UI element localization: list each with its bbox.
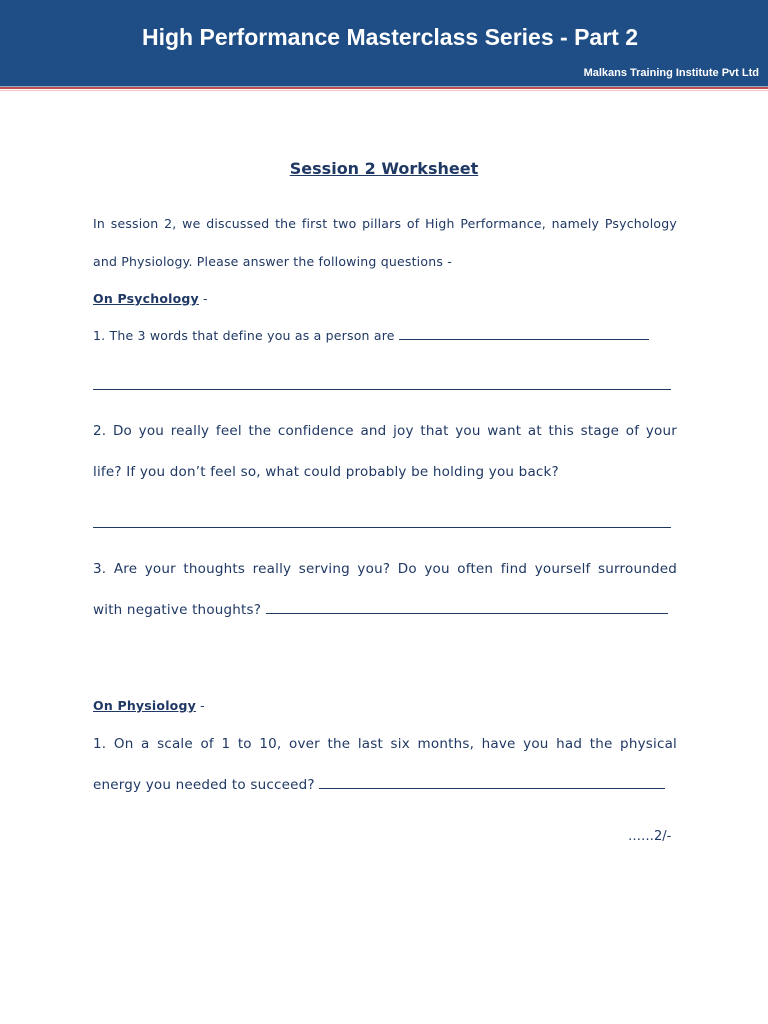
psychology-heading-suffix: - [198,291,208,306]
header-divider-light [0,90,768,91]
physiology-q1-answer-blank[interactable] [319,787,665,789]
psychology-heading-row [93,291,208,306]
psychology-q2-line-1: 2. Do you really feel the confidence and joy that you want at this stage of your [93,423,677,439]
physiology-heading-suffix: - [195,698,205,713]
psychology-q1-text: 1. The 3 words that define you as a person are [93,328,399,343]
page-continuation-marker: ……2/- [628,829,672,844]
header-subtitle: Malkans Training Institute Pvt Ltd [583,67,759,79]
physiology-q1-text: energy you needed to succeed? [93,777,320,793]
physiology-heading: On Physiology [93,698,196,713]
header-banner [0,0,768,87]
psychology-q3-line-2 [93,602,668,618]
psychology-q3-line-1: 3. Are your thoughts really serving you? Do you often find yourself surrounded [93,561,677,577]
psychology-q2-answer-line[interactable] [93,527,671,528]
header-title: High Performance Masterclass Series - Part 2 [141,24,638,50]
psychology-q3-answer-blank[interactable] [266,612,668,614]
psychology-q1 [93,328,649,343]
psychology-q1-answer-line[interactable] [93,389,671,390]
physiology-heading-row [93,698,205,713]
physiology-q1-line-2 [93,777,665,793]
psychology-heading: On Psychology [93,291,199,306]
worksheet-title: Session 2 Worksheet [289,159,479,178]
intro-line-1: In session 2, we discussed the first two pillars of High Performance, namely Psychology [93,216,677,231]
physiology-q1-line-1: 1. On a scale of 1 to 10, over the last six months, have you had the physical [93,736,677,752]
intro-line-2: and Physiology. Please answer the following questions - [93,254,452,269]
header-divider [0,87,768,89]
psychology-q2-line-2: life? If you don’t feel so, what could probably be holding you back? [93,464,559,480]
psychology-q1-answer-blank[interactable] [399,338,649,340]
psychology-q3-text: with negative thoughts? [93,602,266,618]
